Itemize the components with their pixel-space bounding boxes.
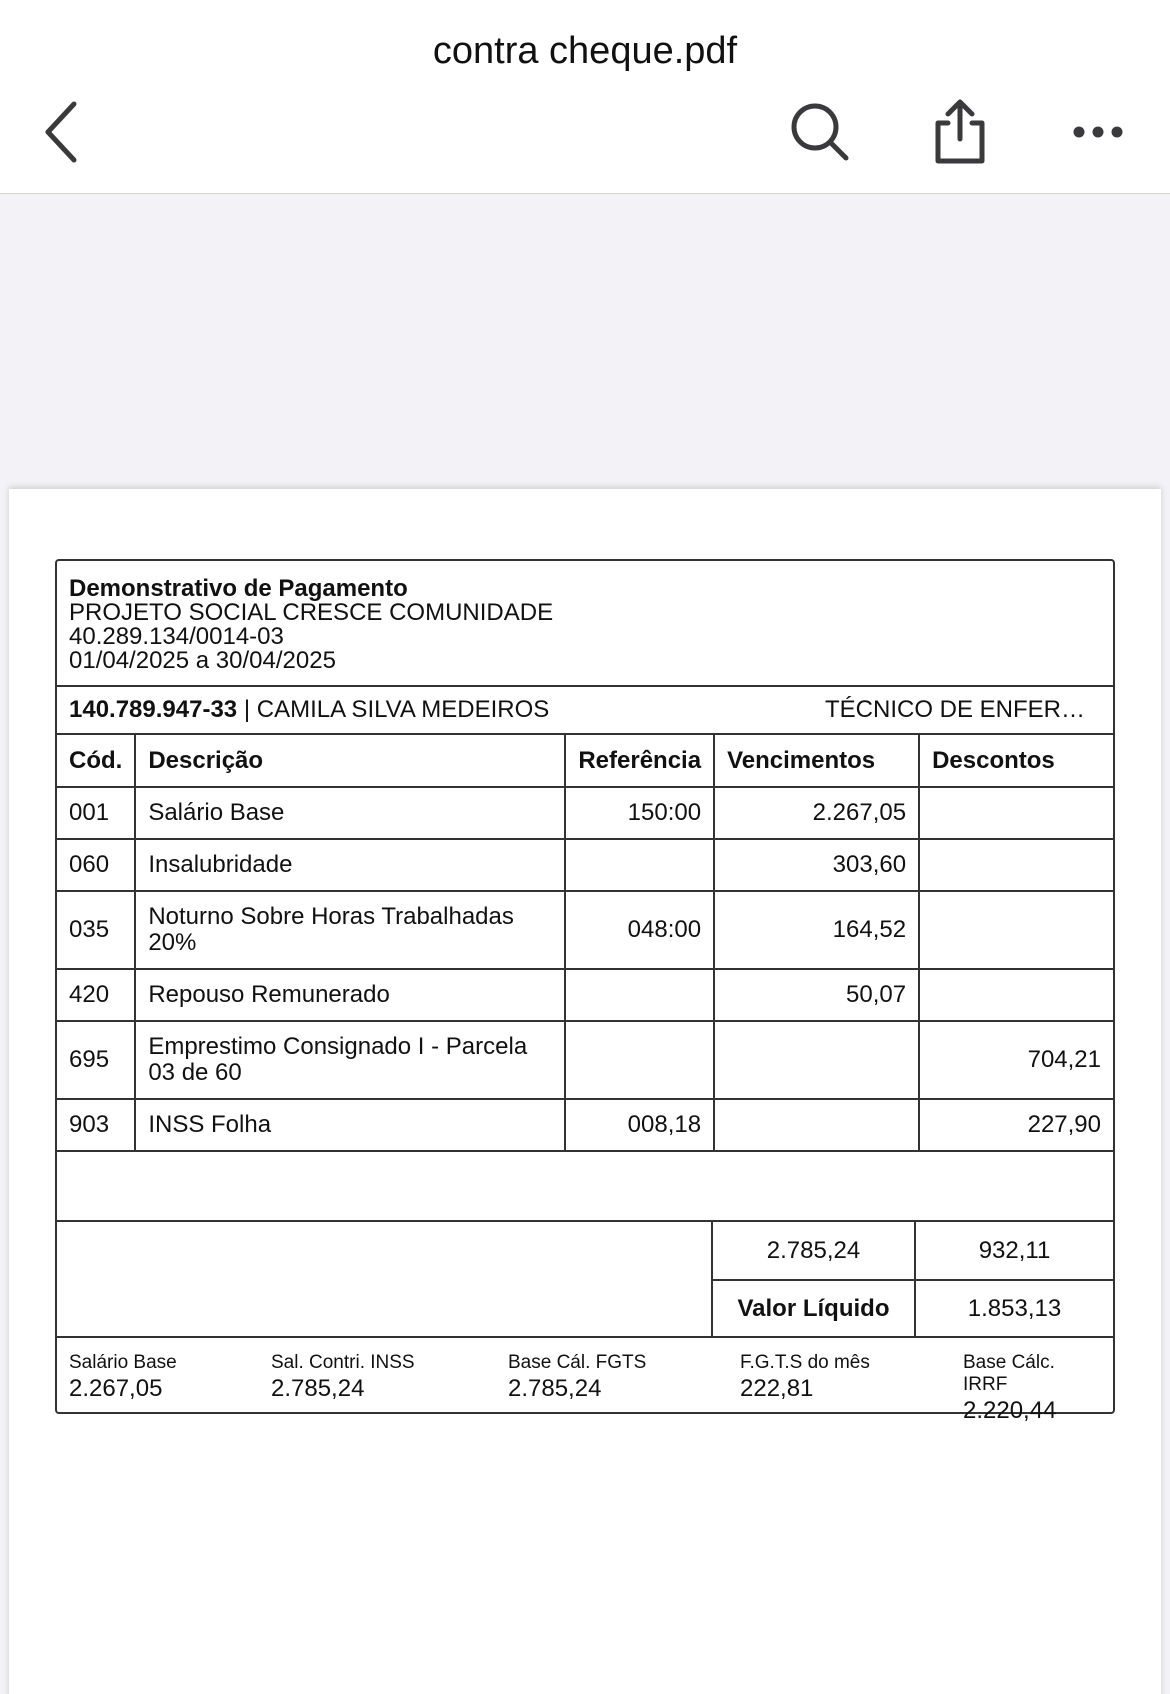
- payslip-header: [57, 561, 1113, 687]
- col-header-description: Descrição: [135, 735, 565, 787]
- table-row: [57, 969, 1113, 1021]
- cell-description: Insalubridade: [135, 839, 565, 891]
- cell-description: Salário Base: [135, 787, 565, 839]
- pdf-page: [9, 489, 1161, 1694]
- cell-deductions: 704,21: [919, 1021, 1113, 1099]
- table-row: [57, 787, 1113, 839]
- employee-separator: |: [243, 696, 251, 723]
- cell-description: INSS Folha: [135, 1099, 565, 1151]
- cell-earnings: 50,07: [714, 969, 919, 1021]
- company-name: PROJETO SOCIAL CRESCE COMUNIDADE: [69, 599, 554, 626]
- cell-deductions: 227,90: [919, 1099, 1113, 1151]
- base-item: [740, 1352, 963, 1412]
- back-button[interactable]: [20, 90, 104, 174]
- employee-cpf: 140.789.947-33: [69, 696, 238, 723]
- cell-description: Repouso Remunerado: [135, 969, 565, 1021]
- base-value: 2.267,05: [69, 1375, 163, 1402]
- cell-deductions: [919, 839, 1113, 891]
- cell-reference: [565, 839, 714, 891]
- totals-section: [57, 1222, 1113, 1338]
- col-header-earnings: Vencimentos: [714, 735, 919, 787]
- cell-code: 060: [57, 839, 135, 891]
- cell-code: 420: [57, 969, 135, 1021]
- table-row: [57, 891, 1113, 969]
- employee-role: TÉCNICO DE ENFER…: [824, 696, 1085, 723]
- payslip-table: [57, 735, 1113, 1152]
- bases-row: [57, 1338, 1113, 1424]
- table-row: [57, 1021, 1113, 1099]
- ellipsis-icon: [1072, 124, 1124, 140]
- base-item: [508, 1352, 740, 1412]
- cell-deductions: [919, 787, 1113, 839]
- cell-earnings: 164,52: [714, 891, 919, 969]
- cell-reference: [565, 1021, 714, 1099]
- cell-reference: 048:00: [565, 891, 714, 969]
- base-label: Salário Base: [69, 1352, 177, 1373]
- cell-reference: 150:00: [565, 787, 714, 839]
- search-button[interactable]: [778, 90, 862, 174]
- col-header-code: Cód.: [57, 735, 135, 787]
- cell-reference: [565, 969, 714, 1021]
- payslip: [55, 559, 1115, 1424]
- net-row: [713, 1279, 1113, 1336]
- table-row: [57, 1099, 1113, 1151]
- top-bar: [0, 0, 1170, 194]
- cell-deductions: [919, 891, 1113, 969]
- cell-code: 695: [57, 1021, 135, 1099]
- cell-code: 035: [57, 891, 135, 969]
- col-header-reference: Referência: [565, 735, 714, 787]
- base-label: Base Cál. FGTS: [508, 1352, 647, 1373]
- magnifier-icon: [788, 100, 852, 164]
- cell-earnings: [714, 1099, 919, 1151]
- net-value: 1.853,13: [967, 1294, 1062, 1322]
- base-label: Sal. Contri. INSS: [271, 1352, 415, 1373]
- share-button[interactable]: [918, 90, 1002, 174]
- base-item: [963, 1352, 1101, 1424]
- cell-code: 001: [57, 787, 135, 839]
- blank-row: [57, 1152, 1113, 1222]
- base-value: 2.785,24: [508, 1375, 602, 1402]
- cell-description: Emprestimo Consignado I - Parcela 03 de 60: [135, 1021, 565, 1099]
- base-value: 222,81: [740, 1375, 814, 1402]
- company-cnpj: 40.289.134/0014-03: [69, 623, 284, 650]
- totals-box: [711, 1222, 1113, 1336]
- more-button[interactable]: [1056, 90, 1140, 174]
- chevron-left-icon: [42, 100, 82, 164]
- cell-earnings: [714, 1021, 919, 1099]
- base-value: 2.785,24: [271, 1375, 365, 1402]
- cell-reference: 008,18: [565, 1099, 714, 1151]
- table-row: [57, 839, 1113, 891]
- total-deductions: 932,11: [978, 1236, 1051, 1264]
- cell-deductions: [919, 969, 1113, 1021]
- table-header-row: [57, 735, 1113, 787]
- pay-period: 01/04/2025 a 30/04/2025: [69, 647, 336, 674]
- document-title: contra cheque.pdf: [432, 30, 738, 72]
- base-item: [69, 1352, 271, 1412]
- col-header-deductions: Descontos: [919, 735, 1113, 787]
- cell-earnings: 303,60: [714, 839, 919, 891]
- base-value: 2.220,44: [963, 1397, 1057, 1424]
- employee-info: [69, 696, 549, 724]
- total-earnings: 2.785,24: [713, 1222, 916, 1279]
- payslip-title: Demonstrativo de Pagamento: [69, 575, 408, 602]
- cell-description: Noturno Sobre Horas Trabalhadas 20%: [135, 891, 565, 969]
- base-item: [271, 1352, 508, 1412]
- totals-row: [713, 1222, 1113, 1279]
- employee-name: CAMILA SILVA MEDEIROS: [256, 696, 550, 723]
- cell-earnings: 2.267,05: [714, 787, 919, 839]
- cell-code: 903: [57, 1099, 135, 1151]
- employee-row: [57, 687, 1113, 735]
- base-label: Base Cálc. IRRF: [963, 1352, 1055, 1395]
- base-label: F.G.T.S do mês: [740, 1352, 870, 1373]
- net-label: Valor Líquido: [713, 1281, 916, 1336]
- share-icon: [930, 99, 990, 165]
